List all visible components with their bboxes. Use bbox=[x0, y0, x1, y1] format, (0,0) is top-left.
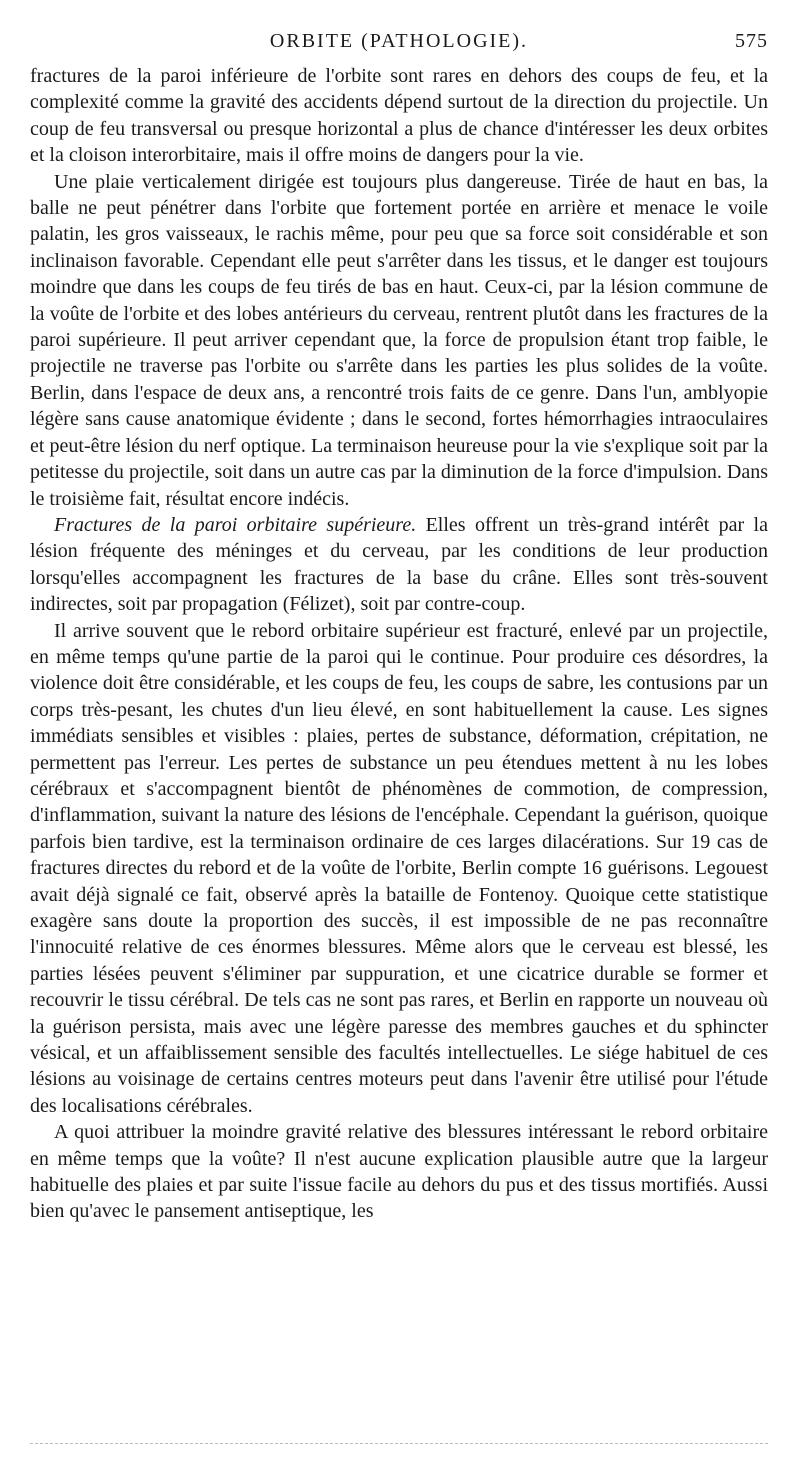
paragraph-1: fractures de la paroi inférieure de l'orbite sont rares en dehors des coups de feu, et la complexité comme la gravité des accidents dépend surtout de la direction du projectile. Un coup de feu transversal ou presque horizontal a plus de chance d'intéresser les deux orbites et la cloison interorbitaire, mais il offre moins de dangers pour la vie. bbox=[30, 65, 768, 167]
page-number: 575 bbox=[735, 30, 768, 52]
running-title: ORBITE (PATHOLOGIE). bbox=[269, 30, 529, 52]
page-header bbox=[30, 30, 768, 60]
paragraph-3 bbox=[30, 512, 768, 618]
body-text bbox=[30, 63, 768, 1225]
footer-dotted-rule bbox=[30, 1443, 768, 1444]
paragraph-5: A quoi attribuer la moindre gravité relative des blessures intéressant le rebord orbitaire en même temps que la voûte? Il n'est aucune explication plausible autre que la largeur habituelle des plaies et par suite l'issue facile au dehors du pus et des tissus mortifiés. Aussi bien qu'avec le pansement antiseptique, les bbox=[30, 1121, 768, 1223]
section-heading-fractures-paroi-superieure: Fractures de la paroi orbitaire supérieure. bbox=[54, 513, 417, 536]
paragraph-3-text: Elles offrent un très-grand intérêt par la lésion fréquente des méninges et du cerveau, par les conditions de leur production lorsqu'elles accompagnent les fractures de la base du crâne. Elles sont très-souvent indirectes, soit par propagation (Félizet), soit par contre-coup. bbox=[30, 513, 768, 616]
paragraph-2: Une plaie verticalement dirigée est toujours plus dangereuse. Tirée de haut en bas, la balle ne peut pénétrer dans l'orbite que fortement portée en arrière et menace le voile palatin, les gros vaisseaux, le rachis même, pour peu que sa force soit considérable et son inclinaison favorable. Cependant elle peut s'arrêter dans les tissus, et le danger est toujours moindre que dans les coups de feu tirés de bas en haut. Ceux-ci, par la lésion commune de la voûte de l'orbite et des lobes antérieurs du cerveau, rentrent plutôt dans les fractures de la paroi supérieure. Il peut arriver cependant que, la force de propulsion étant trop faible, le projectile ne traverse pas l'orbite ou s'arrête dans les parties les plus solides de la voûte. Berlin, dans l'espace de deux ans, a rencontré trois faits de ce genre. Dans l'un, amblyopie légère sans cause anatomique évidente ; dans le second, fortes hémorrhagies intraoculaires et peut-être lésion du nerf optique. La terminaison heureuse pour la vie s'explique soit par la petitesse du projectile, soit dans un autre cas par la diminution de la force d'impulsion. Dans le troisième fait, résultat encore indécis. bbox=[30, 170, 768, 510]
paragraph-4: Il arrive souvent que le rebord orbitaire supérieur est fracturé, enlevé par un projectile, en même temps qu'une partie de la paroi qui le continue. Pour produire ces désordres, la violence doit être considérable, et les coups de feu, les coups de sabre, les contusions par un corps très-pesant, les chutes d'un lieu élevé, en sont habituellement la cause. Les signes immédiats sensibles et visibles : plaies, pertes de substance, déformation, crépitation, ne permettent pas l'erreur. Les pertes de substance un peu étendues mettent à nu les lobes cérébraux et s'accompagnent bientôt de phénomènes de commotion, de compression, d'inflammation, suivant la nature des lésions de l'encéphale. Cependant la guérison, quoique parfois bien tardive, est la terminaison ordinaire de ces larges dilacérations. Sur 19 cas de fractures directes du rebord et de la voûte de l'orbite, Berlin compte 16 guérisons. Legouest avait déjà signalé ce fait, observé après la bataille de Fontenoy. Quoique cette statistique exagère sans doute la proportion des succès, il est impossible de ne pas reconnaître l'innocuité relative de ces énormes blessures. Même alors que le cerveau est blessé, les parties lésées peuvent s'éliminer par suppuration, et une cicatrice durable se former et recouvrir le tissu cérébral. De tels cas ne sont pas rares, et Berlin en rapporte un nouveau où la guérison persista, mais avec une légère paresse des membres gauches et du sphincter vésical, et un affaiblissement sensible des facultés intellectuelles. Le siége habituel de ces lésions au voisinage de certains centres moteurs peut dans l'avenir être utilisé pour l'étude des localisations cérébrales. bbox=[30, 619, 768, 1117]
